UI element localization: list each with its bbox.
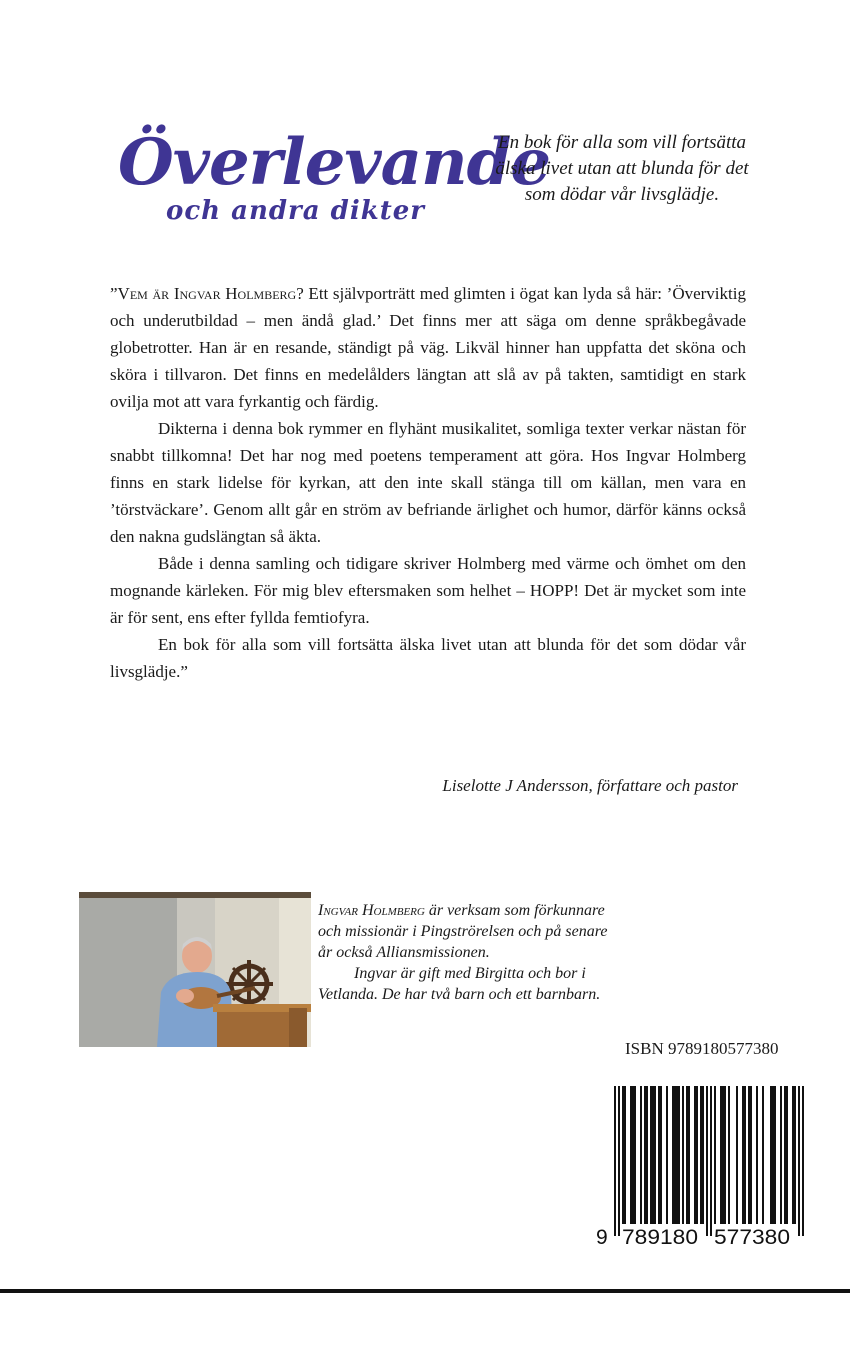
barcode-bar [714, 1086, 716, 1224]
barcode-bar [700, 1086, 702, 1224]
bio-paragraph-1 [318, 900, 608, 963]
tagline: En bok för alla som vill fortsätta älska livet utan att blunda för det som dödar vår livsglädje. [495, 132, 749, 205]
barcode-bar [724, 1086, 726, 1224]
barcode-bar [780, 1086, 782, 1224]
barcode-bar [622, 1086, 624, 1224]
barcode-bar [688, 1086, 690, 1224]
barcode-bar [742, 1086, 744, 1224]
barcode-bar [678, 1086, 680, 1224]
barcode-bar [654, 1086, 656, 1224]
book-title: Överlevande [118, 125, 551, 200]
barcode-bar [660, 1086, 662, 1224]
barcode-bar [630, 1086, 632, 1224]
barcode-bar [634, 1086, 636, 1224]
barcode-bar [632, 1086, 634, 1224]
barcode-bar [702, 1086, 704, 1224]
review-paragraph-3: Både i denna samling och tidigare skriver Holmberg med värme och ömhet om den mognande kärleken. För mig blev eftersmaken som helhet – HOPP! Det är mycket som inte är för sent, ens efter fyllda femtiofyra. [110, 554, 746, 627]
barcode-bar [644, 1086, 646, 1224]
barcode-digits-right: 577380 [714, 1226, 790, 1249]
barcode-bar [682, 1086, 684, 1224]
barcode-bar [676, 1086, 678, 1224]
barcode-digits-left: 789180 [622, 1226, 698, 1249]
barcode-bar [792, 1086, 794, 1224]
review-paragraph-1 [110, 280, 746, 415]
review-paragraph-4: En bok för alla som vill fortsätta älska livet utan att blunda för det som dödar vår livsglädje.” [110, 635, 746, 681]
barcode-bar [786, 1086, 788, 1224]
review-paragraph-1-text: Ett självporträtt med glimten i ögat kan lyda så här: ’Överviktig och underutbildad – men ändå glad.’ Det finns mer att säga om denne språkbegåvade globetrotter. Han är en resande, ständigt på väg. Likväl hinner han uppfatta det sköna och sköra i tillvaron. Det finns en medelålders längtan att slå av på takten, samtidigt en stark ovilja mot att vara fyrkantig och färdig. [110, 284, 746, 411]
barcode-bars [614, 1086, 804, 1236]
barcode-icon [592, 1084, 818, 1250]
barcode-bar [652, 1086, 654, 1224]
barcode-bar [722, 1086, 724, 1224]
review-author: Liselotte J Andersson, författare och pastor [442, 776, 738, 795]
barcode-bar [794, 1086, 796, 1224]
bio-name: Ingvar Holmberg [318, 902, 425, 919]
barcode-bar [798, 1086, 800, 1236]
barcode-bar [640, 1086, 642, 1224]
barcode-bar [748, 1086, 750, 1224]
barcode-bar [706, 1086, 708, 1236]
barcode-bar [672, 1086, 674, 1224]
barcode-bar [624, 1086, 626, 1224]
author-photo [79, 892, 311, 1047]
barcode-bar [802, 1086, 804, 1236]
barcode-bar [762, 1086, 764, 1224]
review [110, 280, 746, 685]
barcode-bar [686, 1086, 688, 1224]
barcode-bar [646, 1086, 648, 1224]
barcode-bar [696, 1086, 698, 1224]
barcode-bar [744, 1086, 746, 1224]
review-lead: ”Vem är Ingvar Holmberg? [110, 284, 304, 303]
barcode-bar [694, 1086, 696, 1224]
barcode-bar [756, 1086, 758, 1224]
bottom-rule [0, 1289, 850, 1293]
barcode-bar [658, 1086, 660, 1224]
barcode-digit-first: 9 [596, 1226, 608, 1249]
isbn-label: ISBN 9789180577380 [625, 1039, 779, 1058]
barcode-bar [614, 1086, 616, 1236]
barcode-bar [618, 1086, 620, 1236]
barcode-bar [720, 1086, 722, 1224]
barcode-bar [650, 1086, 652, 1224]
barcode-bar [666, 1086, 668, 1224]
book-subtitle: och andra dikter [166, 196, 425, 226]
author-bio [318, 900, 608, 1005]
barcode-bar [784, 1086, 786, 1224]
author-photo-icon [79, 892, 311, 1047]
review-paragraph-2: Dikterna i denna bok rymmer en flyhänt musikalitet, somliga texter verkar nästan för snabbt tillkomna! Det har nog med poetens temperament att göra. Hos Ingvar Holmberg finns en stark lidelse för kyrkan, att den inte skall stänga till om källan, men vara en ’törstväckare’. Genom allt går en ström av befriande ärlighet och humor, därför känns också den nakna gudslängtan så äkta. [110, 419, 746, 546]
barcode-bar [770, 1086, 772, 1224]
barcode-bar [750, 1086, 752, 1224]
barcode-bar [774, 1086, 776, 1224]
barcode-bar [736, 1086, 738, 1224]
bio-paragraph-1-text: är verksam som förkunnare och missionär i Pingströrelsen och på senare år också Alliansmissionen. [318, 902, 608, 961]
barcode-bar [728, 1086, 730, 1224]
barcode-bar [710, 1086, 712, 1236]
bio-paragraph-2: Ingvar är gift med Birgitta och bor i Vetlanda. De har två barn och ett barnbarn. [318, 965, 601, 1003]
barcode-bar [772, 1086, 774, 1224]
barcode-bar [674, 1086, 676, 1224]
